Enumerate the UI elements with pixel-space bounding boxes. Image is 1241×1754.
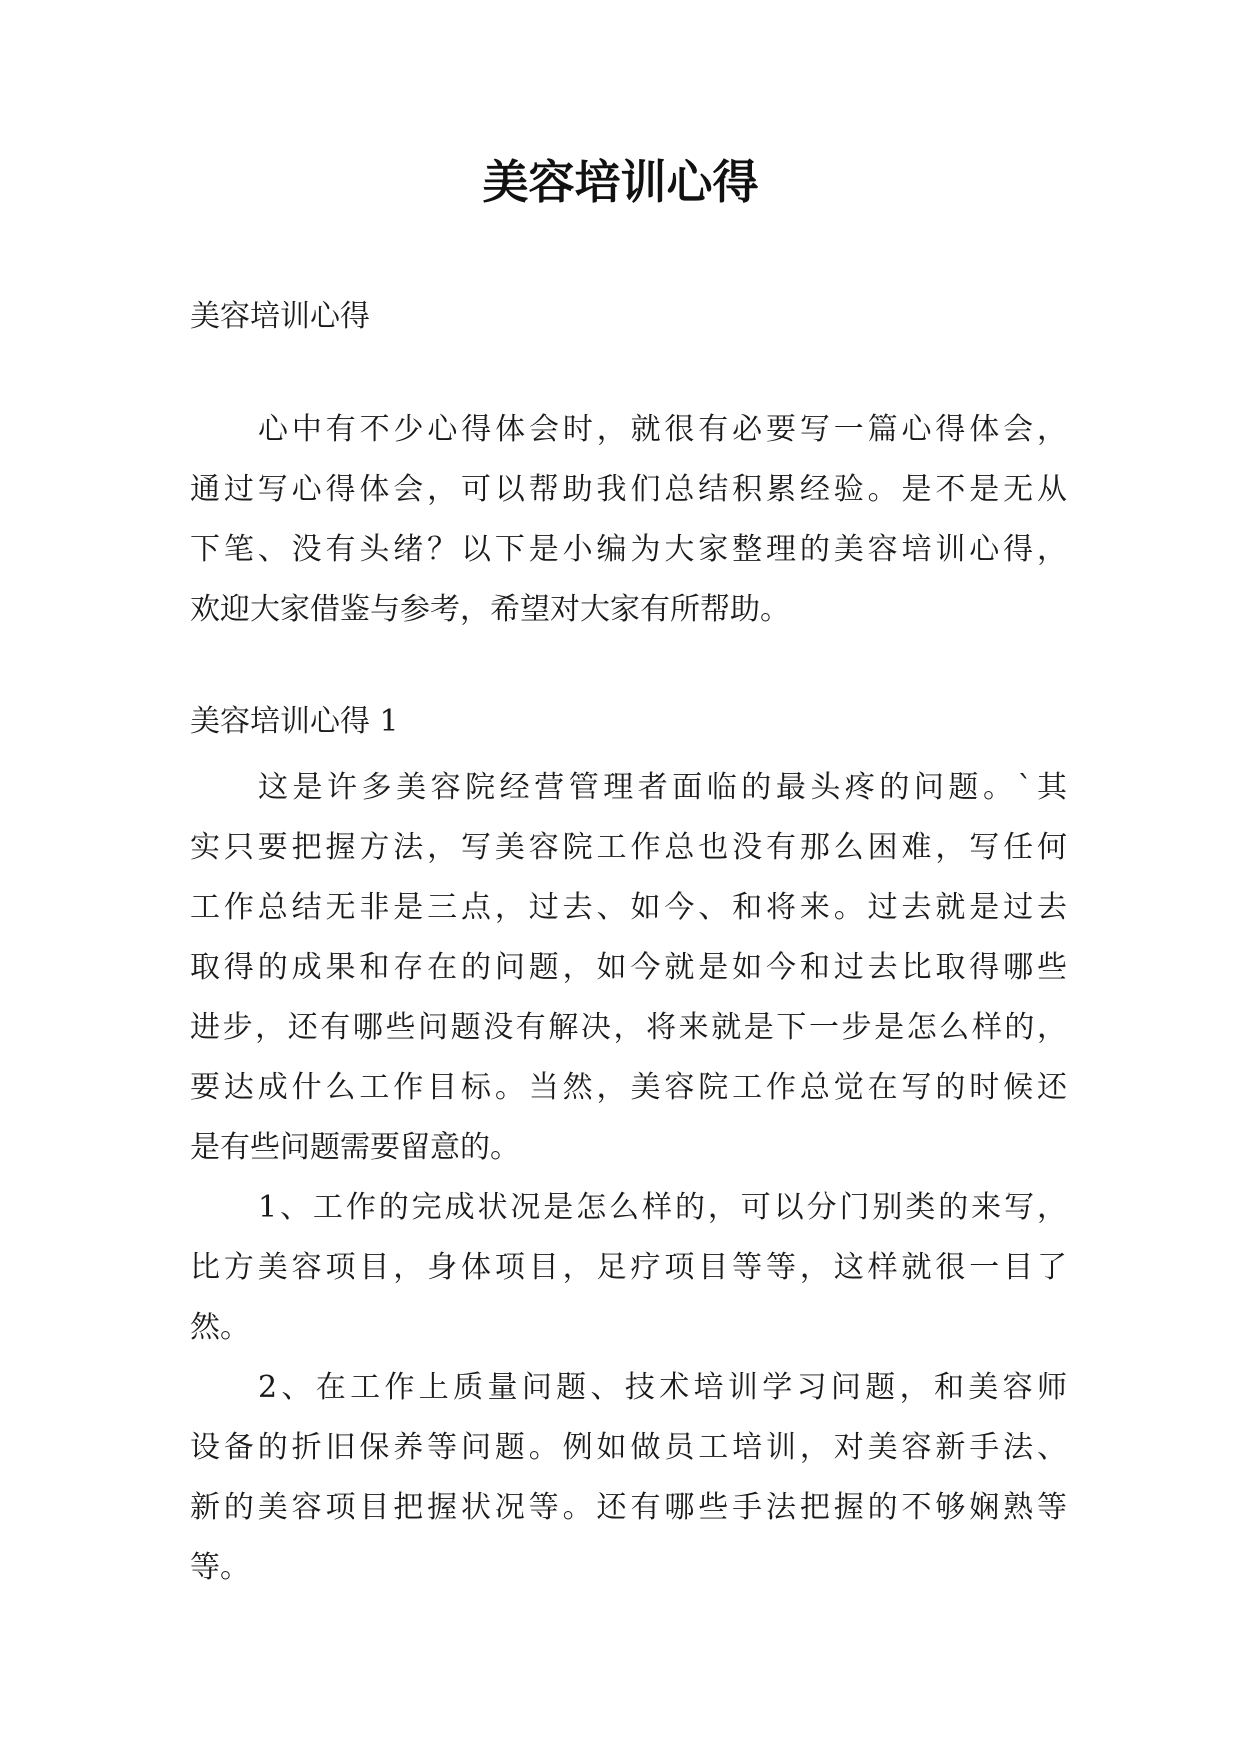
para2-line: 1、工作的完成状况是怎么样的，可以分门别类的来写， (258, 1190, 1067, 1225)
document-subtitle: 美容培训心得 (190, 299, 370, 334)
para3-line: 2、在工作上质量问题、技术培训学习问题，和美容师 (258, 1370, 1067, 1405)
para2-line: 然。 (190, 1310, 250, 1345)
intro-line: 心中有不少心得体会时，就很有必要写一篇心得体会， (258, 412, 1067, 447)
para2-line: 比方美容项目，身体项目，足疗项目等等，这样就很一目了 (190, 1250, 1067, 1285)
para3-line: 新的美容项目把握状况等。还有哪些手法把握的不够娴熟等 (190, 1490, 1067, 1525)
para1-line: 这是许多美容院经营管理者面临的最头疼的问题。`其 (258, 770, 1067, 805)
para1-line: 取得的成果和存在的问题，如今就是如今和过去比取得哪些 (190, 950, 1067, 985)
intro-line: 下笔、没有头绪？以下是小编为大家整理的美容培训心得， (190, 532, 1067, 567)
intro-line: 通过写心得体会，可以帮助我们总结积累经验。是不是无从 (190, 472, 1067, 507)
para1-line: 工作总结无非是三点，过去、如今、和将来。过去就是过去 (190, 890, 1067, 925)
para3-line: 等。 (190, 1550, 250, 1585)
para1-line: 要达成什么工作目标。当然，美容院工作总觉在写的时候还 (190, 1070, 1067, 1105)
para1-line: 是有些问题需要留意的。 (190, 1130, 520, 1165)
document-title: 美容培训心得 (482, 155, 759, 209)
intro-line: 欢迎大家借鉴与参考，希望对大家有所帮助。 (190, 592, 790, 627)
para1-line: 实只要把握方法，写美容院工作总也没有那么困难，写任何 (190, 830, 1067, 865)
section-heading: 美容培训心得 1 (190, 704, 399, 739)
para1-line: 进步，还有哪些问题没有解决，将来就是下一步是怎么样的， (190, 1010, 1067, 1045)
para3-line: 设备的折旧保养等问题。例如做员工培训，对美容新手法、 (190, 1430, 1067, 1465)
